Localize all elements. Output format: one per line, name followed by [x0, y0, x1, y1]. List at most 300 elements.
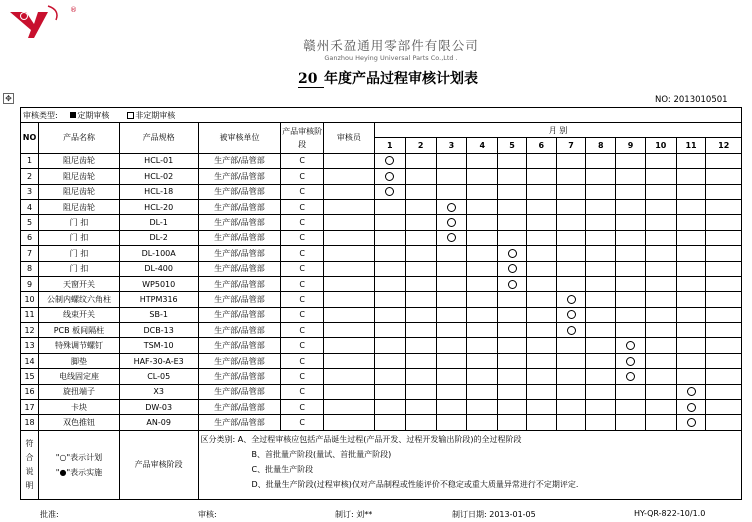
row-stage[interactable]: C	[281, 199, 324, 214]
title-year[interactable]: 20	[298, 71, 324, 88]
row-month-1[interactable]	[374, 199, 405, 214]
row-no[interactable]: 9	[21, 276, 39, 291]
row-month-8[interactable]	[586, 415, 616, 430]
row-spec[interactable]: SB-1	[119, 307, 198, 322]
regular-audit-checkbox[interactable]	[70, 112, 76, 118]
row-auditor[interactable]	[323, 384, 374, 399]
row-product-name[interactable]: 脚垫	[39, 353, 120, 368]
row-no[interactable]: 10	[21, 292, 39, 307]
row-month-7[interactable]	[556, 276, 586, 291]
row-month-5[interactable]	[498, 215, 527, 230]
row-month-11[interactable]	[676, 199, 706, 214]
row-month-3[interactable]	[436, 199, 467, 214]
row-month-8[interactable]	[586, 230, 616, 245]
row-month-9[interactable]	[616, 199, 646, 214]
row-month-6[interactable]	[526, 169, 556, 184]
row-no[interactable]: 8	[21, 261, 39, 276]
row-month-9[interactable]	[616, 169, 646, 184]
row-month-11[interactable]	[676, 323, 706, 338]
row-month-8[interactable]	[586, 369, 616, 384]
row-month-9[interactable]	[616, 292, 646, 307]
row-month-2[interactable]	[405, 199, 436, 214]
row-month-11[interactable]	[676, 153, 706, 168]
row-no[interactable]: 13	[21, 338, 39, 353]
row-unit[interactable]: 生产部/品管部	[198, 338, 281, 353]
row-product-name[interactable]: 旋扭端子	[39, 384, 120, 399]
row-month-1[interactable]	[374, 184, 405, 199]
row-month-5[interactable]	[498, 323, 527, 338]
row-month-7[interactable]	[556, 230, 586, 245]
row-month-2[interactable]	[405, 400, 436, 415]
row-month-7[interactable]	[556, 169, 586, 184]
row-stage[interactable]: C	[281, 369, 324, 384]
row-no[interactable]: 15	[21, 369, 39, 384]
row-month-8[interactable]	[586, 169, 616, 184]
row-product-name[interactable]: 门 扣	[39, 215, 120, 230]
row-month-3[interactable]	[436, 153, 467, 168]
row-month-2[interactable]	[405, 353, 436, 368]
row-month-7[interactable]	[556, 261, 586, 276]
row-month-8[interactable]	[586, 276, 616, 291]
row-month-9[interactable]	[616, 353, 646, 368]
row-month-12[interactable]	[706, 199, 742, 214]
row-auditor[interactable]	[323, 169, 374, 184]
row-month-12[interactable]	[706, 261, 742, 276]
row-month-1[interactable]	[374, 400, 405, 415]
row-month-12[interactable]	[706, 184, 742, 199]
row-month-3[interactable]	[436, 246, 467, 261]
row-auditor[interactable]	[323, 400, 374, 415]
row-month-6[interactable]	[526, 415, 556, 430]
row-no[interactable]: 1	[21, 153, 39, 168]
row-auditor[interactable]	[323, 353, 374, 368]
row-month-8[interactable]	[586, 246, 616, 261]
row-month-2[interactable]	[405, 184, 436, 199]
row-month-2[interactable]	[405, 338, 436, 353]
row-stage[interactable]: C	[281, 261, 324, 276]
row-month-8[interactable]	[586, 338, 616, 353]
row-month-6[interactable]	[526, 153, 556, 168]
row-unit[interactable]: 生产部/品管部	[198, 384, 281, 399]
row-month-5[interactable]	[498, 292, 527, 307]
row-month-12[interactable]	[706, 384, 742, 399]
row-month-5[interactable]	[498, 246, 527, 261]
row-month-10[interactable]	[645, 230, 676, 245]
row-month-6[interactable]	[526, 400, 556, 415]
row-product-name[interactable]: 双色推钮	[39, 415, 120, 430]
row-auditor[interactable]	[323, 415, 374, 430]
row-month-9[interactable]	[616, 184, 646, 199]
row-unit[interactable]: 生产部/品管部	[198, 276, 281, 291]
row-month-1[interactable]	[374, 384, 405, 399]
row-no[interactable]: 16	[21, 384, 39, 399]
row-month-1[interactable]	[374, 276, 405, 291]
row-product-name[interactable]: 阻尼齿轮	[39, 199, 120, 214]
row-month-12[interactable]	[706, 292, 742, 307]
row-product-name[interactable]: 门 扣	[39, 230, 120, 245]
row-month-1[interactable]	[374, 369, 405, 384]
row-month-11[interactable]	[676, 169, 706, 184]
row-month-12[interactable]	[706, 323, 742, 338]
row-month-10[interactable]	[645, 400, 676, 415]
row-month-12[interactable]	[706, 276, 742, 291]
row-month-8[interactable]	[586, 199, 616, 214]
row-spec[interactable]: HCL-18	[119, 184, 198, 199]
row-month-4[interactable]	[467, 276, 498, 291]
row-month-1[interactable]	[374, 353, 405, 368]
row-no[interactable]: 7	[21, 246, 39, 261]
row-month-11[interactable]	[676, 292, 706, 307]
row-month-4[interactable]	[467, 323, 498, 338]
row-month-3[interactable]	[436, 369, 467, 384]
row-month-7[interactable]	[556, 323, 586, 338]
row-month-1[interactable]	[374, 261, 405, 276]
row-unit[interactable]: 生产部/品管部	[198, 199, 281, 214]
row-month-12[interactable]	[706, 400, 742, 415]
row-no[interactable]: 6	[21, 230, 39, 245]
row-month-6[interactable]	[526, 246, 556, 261]
row-month-5[interactable]	[498, 261, 527, 276]
row-product-name[interactable]: 门 扣	[39, 246, 120, 261]
row-auditor[interactable]	[323, 369, 374, 384]
row-product-name[interactable]: 特殊调节螺钉	[39, 338, 120, 353]
row-stage[interactable]: C	[281, 292, 324, 307]
row-month-9[interactable]	[616, 230, 646, 245]
row-spec[interactable]: HCL-20	[119, 199, 198, 214]
row-month-8[interactable]	[586, 353, 616, 368]
row-month-3[interactable]	[436, 353, 467, 368]
row-spec[interactable]: AN-09	[119, 415, 198, 430]
row-no[interactable]: 17	[21, 400, 39, 415]
row-month-9[interactable]	[616, 400, 646, 415]
row-month-3[interactable]	[436, 261, 467, 276]
row-month-2[interactable]	[405, 415, 436, 430]
row-no[interactable]: 12	[21, 323, 39, 338]
row-month-11[interactable]	[676, 369, 706, 384]
row-month-9[interactable]	[616, 307, 646, 322]
row-stage[interactable]: C	[281, 307, 324, 322]
row-month-10[interactable]	[645, 199, 676, 214]
row-month-6[interactable]	[526, 199, 556, 214]
row-month-2[interactable]	[405, 230, 436, 245]
row-month-10[interactable]	[645, 338, 676, 353]
row-auditor[interactable]	[323, 199, 374, 214]
row-month-6[interactable]	[526, 353, 556, 368]
row-product-name[interactable]: 公制内螺纹六角柱	[39, 292, 120, 307]
row-stage[interactable]: C	[281, 184, 324, 199]
row-unit[interactable]: 生产部/品管部	[198, 246, 281, 261]
row-month-6[interactable]	[526, 276, 556, 291]
row-stage[interactable]: C	[281, 246, 324, 261]
row-month-6[interactable]	[526, 215, 556, 230]
row-auditor[interactable]	[323, 261, 374, 276]
row-spec[interactable]: DCB-13	[119, 323, 198, 338]
row-month-7[interactable]	[556, 338, 586, 353]
row-month-6[interactable]	[526, 369, 556, 384]
row-product-name[interactable]: 线束开关	[39, 307, 120, 322]
row-month-12[interactable]	[706, 307, 742, 322]
row-month-4[interactable]	[467, 400, 498, 415]
row-month-5[interactable]	[498, 169, 527, 184]
row-month-10[interactable]	[645, 384, 676, 399]
row-month-6[interactable]	[526, 307, 556, 322]
row-month-9[interactable]	[616, 261, 646, 276]
row-month-3[interactable]	[436, 276, 467, 291]
row-month-4[interactable]	[467, 184, 498, 199]
row-month-1[interactable]	[374, 338, 405, 353]
row-month-12[interactable]	[706, 338, 742, 353]
row-month-3[interactable]	[436, 384, 467, 399]
row-month-4[interactable]	[467, 230, 498, 245]
row-month-7[interactable]	[556, 199, 586, 214]
row-month-7[interactable]	[556, 400, 586, 415]
row-month-10[interactable]	[645, 307, 676, 322]
row-spec[interactable]: DL-100A	[119, 246, 198, 261]
row-month-11[interactable]	[676, 400, 706, 415]
row-unit[interactable]: 生产部/品管部	[198, 169, 281, 184]
row-stage[interactable]: C	[281, 323, 324, 338]
row-month-6[interactable]	[526, 261, 556, 276]
row-auditor[interactable]	[323, 276, 374, 291]
row-product-name[interactable]: 天窗开关	[39, 276, 120, 291]
row-month-9[interactable]	[616, 276, 646, 291]
row-product-name[interactable]: 阻尼齿轮	[39, 169, 120, 184]
row-spec[interactable]: X3	[119, 384, 198, 399]
row-auditor[interactable]	[323, 246, 374, 261]
row-spec[interactable]: HCL-02	[119, 169, 198, 184]
row-month-5[interactable]	[498, 353, 527, 368]
row-month-12[interactable]	[706, 169, 742, 184]
row-month-4[interactable]	[467, 415, 498, 430]
row-month-8[interactable]	[586, 153, 616, 168]
row-month-9[interactable]	[616, 338, 646, 353]
row-no[interactable]: 2	[21, 169, 39, 184]
row-stage[interactable]: C	[281, 338, 324, 353]
row-auditor[interactable]	[323, 323, 374, 338]
row-month-7[interactable]	[556, 369, 586, 384]
row-no[interactable]: 3	[21, 184, 39, 199]
row-month-3[interactable]	[436, 169, 467, 184]
row-stage[interactable]: C	[281, 215, 324, 230]
row-no[interactable]: 14	[21, 353, 39, 368]
row-unit[interactable]: 生产部/品管部	[198, 307, 281, 322]
row-month-7[interactable]	[556, 384, 586, 399]
row-month-10[interactable]	[645, 292, 676, 307]
row-month-10[interactable]	[645, 353, 676, 368]
row-spec[interactable]: WP5010	[119, 276, 198, 291]
row-unit[interactable]: 生产部/品管部	[198, 323, 281, 338]
row-no[interactable]: 5	[21, 215, 39, 230]
row-month-12[interactable]	[706, 415, 742, 430]
row-spec[interactable]: TSM-10	[119, 338, 198, 353]
row-month-7[interactable]	[556, 246, 586, 261]
row-month-9[interactable]	[616, 415, 646, 430]
row-stage[interactable]: C	[281, 230, 324, 245]
row-month-3[interactable]	[436, 415, 467, 430]
row-month-12[interactable]	[706, 153, 742, 168]
row-month-3[interactable]	[436, 230, 467, 245]
row-month-10[interactable]	[645, 323, 676, 338]
row-month-9[interactable]	[616, 153, 646, 168]
row-month-11[interactable]	[676, 353, 706, 368]
row-month-8[interactable]	[586, 215, 616, 230]
row-month-10[interactable]	[645, 415, 676, 430]
row-month-1[interactable]	[374, 292, 405, 307]
row-month-1[interactable]	[374, 323, 405, 338]
row-month-8[interactable]	[586, 323, 616, 338]
row-month-3[interactable]	[436, 184, 467, 199]
row-month-8[interactable]	[586, 400, 616, 415]
row-month-2[interactable]	[405, 261, 436, 276]
row-unit[interactable]: 生产部/品管部	[198, 184, 281, 199]
row-month-4[interactable]	[467, 215, 498, 230]
row-month-10[interactable]	[645, 261, 676, 276]
row-month-1[interactable]	[374, 169, 405, 184]
row-month-3[interactable]	[436, 307, 467, 322]
row-month-11[interactable]	[676, 261, 706, 276]
row-auditor[interactable]	[323, 215, 374, 230]
row-month-12[interactable]	[706, 230, 742, 245]
row-unit[interactable]: 生产部/品管部	[198, 415, 281, 430]
row-month-7[interactable]	[556, 184, 586, 199]
row-product-name[interactable]: 阻尼齿轮	[39, 184, 120, 199]
row-month-5[interactable]	[498, 199, 527, 214]
row-month-5[interactable]	[498, 338, 527, 353]
row-month-7[interactable]	[556, 153, 586, 168]
row-month-4[interactable]	[467, 153, 498, 168]
row-stage[interactable]: C	[281, 400, 324, 415]
row-auditor[interactable]	[323, 153, 374, 168]
row-unit[interactable]: 生产部/品管部	[198, 369, 281, 384]
row-month-12[interactable]	[706, 369, 742, 384]
row-month-3[interactable]	[436, 323, 467, 338]
row-stage[interactable]: C	[281, 169, 324, 184]
row-month-9[interactable]	[616, 384, 646, 399]
row-month-11[interactable]	[676, 184, 706, 199]
row-month-2[interactable]	[405, 276, 436, 291]
row-month-11[interactable]	[676, 276, 706, 291]
row-month-6[interactable]	[526, 384, 556, 399]
row-spec[interactable]: DL-1	[119, 215, 198, 230]
row-month-6[interactable]	[526, 323, 556, 338]
row-month-3[interactable]	[436, 338, 467, 353]
row-auditor[interactable]	[323, 292, 374, 307]
row-month-10[interactable]	[645, 276, 676, 291]
row-month-5[interactable]	[498, 415, 527, 430]
row-month-2[interactable]	[405, 369, 436, 384]
row-spec[interactable]: DL-2	[119, 230, 198, 245]
row-month-9[interactable]	[616, 369, 646, 384]
row-month-7[interactable]	[556, 307, 586, 322]
row-month-4[interactable]	[467, 292, 498, 307]
row-spec[interactable]: DL-400	[119, 261, 198, 276]
row-stage[interactable]: C	[281, 353, 324, 368]
row-month-3[interactable]	[436, 292, 467, 307]
row-month-11[interactable]	[676, 415, 706, 430]
row-month-2[interactable]	[405, 323, 436, 338]
row-month-2[interactable]	[405, 292, 436, 307]
row-month-3[interactable]	[436, 215, 467, 230]
row-month-11[interactable]	[676, 307, 706, 322]
row-stage[interactable]: C	[281, 415, 324, 430]
row-unit[interactable]: 生产部/品管部	[198, 261, 281, 276]
row-stage[interactable]: C	[281, 384, 324, 399]
row-month-7[interactable]	[556, 215, 586, 230]
row-spec[interactable]: HAF-30-A-E3	[119, 353, 198, 368]
row-month-4[interactable]	[467, 338, 498, 353]
row-month-12[interactable]	[706, 215, 742, 230]
row-month-5[interactable]	[498, 307, 527, 322]
row-month-8[interactable]	[586, 292, 616, 307]
row-month-3[interactable]	[436, 400, 467, 415]
row-month-4[interactable]	[467, 261, 498, 276]
row-product-name[interactable]: 电线固定座	[39, 369, 120, 384]
row-unit[interactable]: 生产部/品管部	[198, 230, 281, 245]
row-month-2[interactable]	[405, 215, 436, 230]
row-month-11[interactable]	[676, 246, 706, 261]
row-month-8[interactable]	[586, 184, 616, 199]
row-month-6[interactable]	[526, 230, 556, 245]
row-month-1[interactable]	[374, 230, 405, 245]
row-auditor[interactable]	[323, 184, 374, 199]
row-unit[interactable]: 生产部/品管部	[198, 292, 281, 307]
row-auditor[interactable]	[323, 230, 374, 245]
row-month-5[interactable]	[498, 400, 527, 415]
row-product-name[interactable]: 卡块	[39, 400, 120, 415]
row-month-11[interactable]	[676, 384, 706, 399]
row-month-11[interactable]	[676, 215, 706, 230]
row-auditor[interactable]	[323, 307, 374, 322]
row-month-5[interactable]	[498, 384, 527, 399]
row-month-2[interactable]	[405, 169, 436, 184]
row-no[interactable]: 18	[21, 415, 39, 430]
row-month-9[interactable]	[616, 215, 646, 230]
table-move-handle-icon[interactable]: ✥	[3, 93, 14, 104]
row-month-11[interactable]	[676, 338, 706, 353]
row-month-5[interactable]	[498, 184, 527, 199]
row-month-10[interactable]	[645, 184, 676, 199]
row-month-7[interactable]	[556, 353, 586, 368]
row-month-6[interactable]	[526, 338, 556, 353]
row-month-1[interactable]	[374, 153, 405, 168]
row-unit[interactable]: 生产部/品管部	[198, 153, 281, 168]
row-spec[interactable]: DW-03	[119, 400, 198, 415]
row-month-10[interactable]	[645, 169, 676, 184]
row-month-1[interactable]	[374, 215, 405, 230]
row-month-1[interactable]	[374, 307, 405, 322]
row-month-4[interactable]	[467, 353, 498, 368]
row-month-10[interactable]	[645, 246, 676, 261]
row-product-name[interactable]: 阻尼齿轮	[39, 153, 120, 168]
row-month-6[interactable]	[526, 292, 556, 307]
row-month-4[interactable]	[467, 199, 498, 214]
row-month-5[interactable]	[498, 369, 527, 384]
row-month-2[interactable]	[405, 307, 436, 322]
row-product-name[interactable]: 门 扣	[39, 261, 120, 276]
row-month-7[interactable]	[556, 292, 586, 307]
row-month-4[interactable]	[467, 384, 498, 399]
row-month-11[interactable]	[676, 230, 706, 245]
row-month-12[interactable]	[706, 246, 742, 261]
row-month-5[interactable]	[498, 276, 527, 291]
row-month-7[interactable]	[556, 415, 586, 430]
row-spec[interactable]: CL-05	[119, 369, 198, 384]
row-month-5[interactable]	[498, 230, 527, 245]
row-month-9[interactable]	[616, 246, 646, 261]
row-spec[interactable]: HCL-01	[119, 153, 198, 168]
row-month-5[interactable]	[498, 153, 527, 168]
row-month-2[interactable]	[405, 246, 436, 261]
